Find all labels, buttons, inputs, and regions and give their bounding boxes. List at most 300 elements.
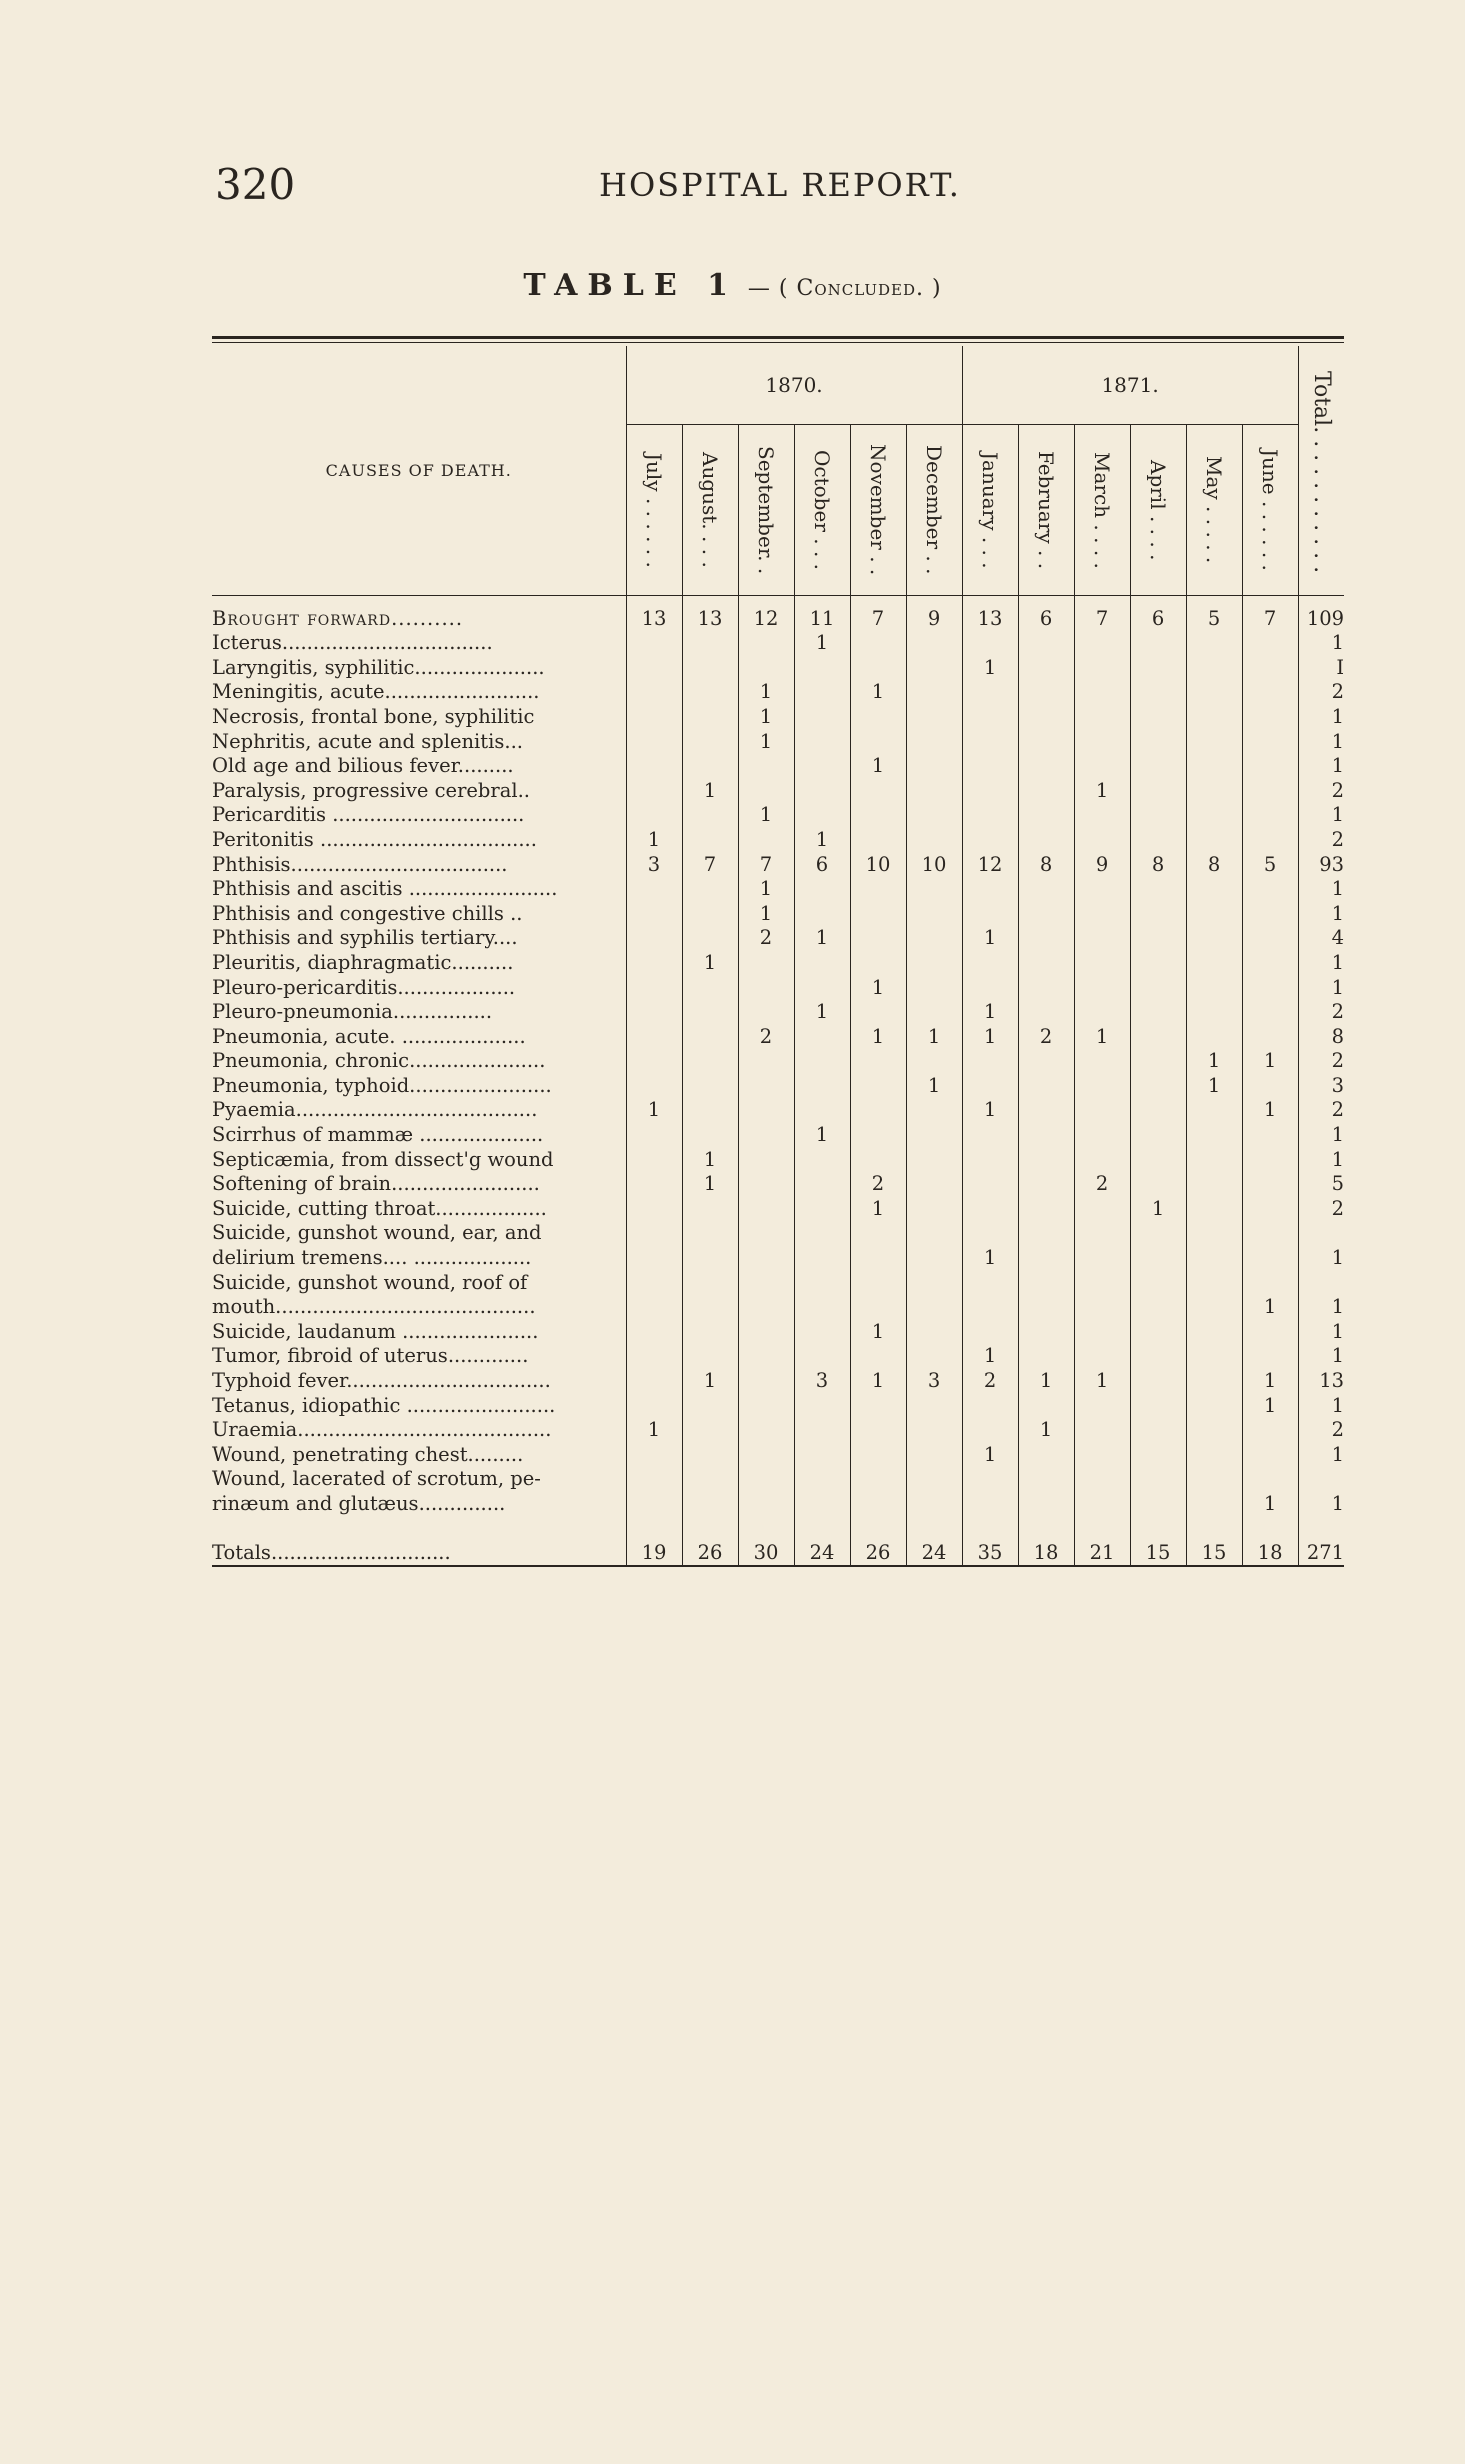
value-cell — [906, 803, 962, 828]
month-header-label: February . . — [1034, 450, 1059, 570]
value-cell — [682, 655, 738, 680]
value-cell: 1 — [850, 1024, 906, 1049]
month-header-label: July . . . . . . — [642, 452, 666, 568]
value-cell — [962, 1491, 1018, 1516]
value-cell — [1074, 1196, 1130, 1221]
cause-label: Suicide, laudanum ...................... — [212, 1319, 539, 1343]
value-cell — [1074, 1491, 1130, 1516]
value-cell — [1130, 1000, 1186, 1025]
month-header-label: November . . — [866, 444, 890, 576]
totals-row — [212, 1541, 1344, 1567]
value-cell: 1 — [1018, 1418, 1074, 1443]
value-cell — [906, 1270, 962, 1295]
value-cell: 1 — [626, 1098, 682, 1123]
value-cell — [1018, 803, 1074, 828]
value-cell: 7 — [1242, 596, 1298, 631]
row-total-cell: 3 — [1331, 1073, 1345, 1097]
value-cell — [1242, 655, 1298, 680]
spacer-cell — [682, 1516, 738, 1541]
spacer-cell — [1242, 1516, 1298, 1541]
value-cell — [850, 1491, 906, 1516]
cause-label: Peritonitis ................................... — [212, 827, 537, 851]
value-cell — [1242, 1000, 1298, 1025]
cause-cell — [212, 950, 626, 975]
spacer-cell — [794, 1516, 850, 1541]
cause-label: Suicide, cutting throat.................. — [212, 1196, 547, 1220]
value-cell — [682, 1122, 738, 1147]
value-cell — [1018, 1467, 1074, 1492]
value-cell — [626, 1172, 682, 1197]
value-cell — [1186, 1245, 1242, 1270]
value-cell — [626, 1319, 682, 1344]
value-cell — [1186, 1393, 1242, 1418]
cause-cell — [212, 975, 626, 1000]
value-cell — [906, 655, 962, 680]
value-cell — [682, 1196, 738, 1221]
value-cell: 1 — [962, 1442, 1018, 1467]
value-cell: 1 — [906, 1073, 962, 1098]
value-cell — [1130, 1442, 1186, 1467]
cause-cell — [212, 704, 626, 729]
value-cell — [682, 827, 738, 852]
value-cell — [1186, 729, 1242, 754]
value-cell: 1 — [962, 1098, 1018, 1123]
cause-cell — [212, 852, 626, 877]
value-cell — [1242, 1344, 1298, 1369]
value-cell — [906, 1442, 962, 1467]
value-cell — [1186, 975, 1242, 1000]
value-cell: 7 — [1074, 596, 1130, 631]
cause-label: Wound, penetrating chest......... — [212, 1442, 524, 1466]
value-cell — [738, 1098, 794, 1123]
value-cell: 2 — [738, 926, 794, 951]
total-header: Total. . . . . . . . . . . — [1298, 346, 1344, 596]
value-cell — [906, 1122, 962, 1147]
value-cell: 7 — [682, 852, 738, 877]
value-cell — [1130, 680, 1186, 705]
row-total-cell: 4 — [1331, 926, 1345, 950]
row-total-cell: 1 — [1331, 1393, 1345, 1417]
value-cell — [1242, 680, 1298, 705]
value-cell — [906, 1491, 962, 1516]
spacer-cell — [1186, 1516, 1242, 1541]
table-row — [212, 631, 1344, 656]
row-total-cell: 1 — [1331, 1295, 1345, 1319]
value-cell — [794, 1344, 850, 1369]
value-cell — [1242, 1172, 1298, 1197]
value-cell — [1074, 877, 1130, 902]
value-cell — [962, 1393, 1018, 1418]
value-cell — [850, 1073, 906, 1098]
cause-label: Tetanus, idiopathic ........................ — [212, 1393, 556, 1417]
row-total-cell: 2 — [1331, 1098, 1345, 1122]
value-cell — [906, 754, 962, 779]
value-cell — [626, 926, 682, 951]
value-cell — [1130, 1024, 1186, 1049]
value-cell — [794, 1491, 850, 1516]
value-cell — [1074, 1245, 1130, 1270]
cause-cell — [212, 754, 626, 779]
cause-cell — [212, 803, 626, 828]
table-row — [212, 1122, 1344, 1147]
page-number: 320 — [215, 160, 296, 209]
value-cell — [1074, 1442, 1130, 1467]
value-cell: 1 — [850, 754, 906, 779]
month-total-cell: 15 — [1186, 1541, 1242, 1567]
table-row — [212, 877, 1344, 902]
value-cell — [1018, 1172, 1074, 1197]
value-cell: 7 — [738, 852, 794, 877]
value-cell — [1242, 729, 1298, 754]
value-cell — [1242, 1319, 1298, 1344]
value-cell — [1018, 1000, 1074, 1025]
value-cell: 1 — [626, 827, 682, 852]
value-cell — [1186, 803, 1242, 828]
value-cell — [1074, 729, 1130, 754]
value-cell — [626, 950, 682, 975]
value-cell — [1074, 901, 1130, 926]
table-row — [212, 1368, 1344, 1393]
value-cell — [1130, 778, 1186, 803]
row-total-cell: 1 — [1331, 1442, 1345, 1466]
cause-cell — [212, 1393, 626, 1418]
table-row — [212, 729, 1344, 754]
value-cell — [1074, 704, 1130, 729]
value-cell — [1130, 1245, 1186, 1270]
spacer-cell — [1074, 1516, 1130, 1541]
value-cell — [794, 1245, 850, 1270]
value-cell: 8 — [1018, 852, 1074, 877]
value-cell — [1242, 901, 1298, 926]
value-cell — [1074, 1098, 1130, 1123]
month-total-cell: 15 — [1130, 1541, 1186, 1567]
value-cell — [626, 1442, 682, 1467]
cause-label: Pneumonia, acute. .................... — [212, 1024, 526, 1048]
value-cell — [738, 1172, 794, 1197]
value-cell — [1186, 950, 1242, 975]
value-cell — [906, 901, 962, 926]
value-cell — [794, 1172, 850, 1197]
value-cell — [1186, 1172, 1242, 1197]
cause-label: Paralysis, progressive cerebral.. — [212, 778, 530, 802]
row-total-cell: 1 — [1331, 975, 1345, 999]
value-cell — [1018, 631, 1074, 656]
value-cell — [1074, 1418, 1130, 1443]
value-cell — [1130, 1147, 1186, 1172]
value-cell — [682, 1221, 738, 1246]
value-cell: 1 — [1074, 1024, 1130, 1049]
value-cell — [906, 1221, 962, 1246]
value-cell — [850, 778, 906, 803]
value-cell — [794, 655, 850, 680]
value-cell: 1 — [1242, 1098, 1298, 1123]
value-cell: 8 — [1130, 852, 1186, 877]
value-cell: 1 — [738, 704, 794, 729]
value-cell — [962, 975, 1018, 1000]
value-cell — [626, 1368, 682, 1393]
value-cell — [1186, 704, 1242, 729]
value-cell — [906, 729, 962, 754]
value-cell: 12 — [962, 852, 1018, 877]
cause-label: Septicæmia, from dissect'g wound — [212, 1147, 554, 1171]
value-cell: 1 — [682, 1172, 738, 1197]
row-total-cell: 93 — [1319, 852, 1345, 876]
value-cell — [850, 827, 906, 852]
value-cell — [850, 926, 906, 951]
value-cell — [1130, 1491, 1186, 1516]
value-cell — [962, 1196, 1018, 1221]
value-cell: 13 — [626, 596, 682, 631]
value-cell — [738, 1295, 794, 1320]
value-cell — [1242, 950, 1298, 975]
value-cell: 1 — [962, 655, 1018, 680]
value-cell — [794, 680, 850, 705]
table-row — [212, 1221, 1344, 1246]
value-cell: 1 — [794, 827, 850, 852]
value-cell — [794, 754, 850, 779]
value-cell — [738, 1245, 794, 1270]
value-cell: 1 — [962, 1000, 1018, 1025]
value-cell — [738, 1442, 794, 1467]
cause-label: Phthisis and congestive chills .. — [212, 901, 523, 925]
value-cell — [1130, 1172, 1186, 1197]
mortality-table — [212, 346, 1344, 1567]
value-cell: 2 — [1074, 1172, 1130, 1197]
value-cell — [1130, 631, 1186, 656]
value-cell — [626, 655, 682, 680]
value-cell — [794, 1098, 850, 1123]
value-cell — [682, 1049, 738, 1074]
value-cell — [1074, 1344, 1130, 1369]
cause-cell — [212, 877, 626, 902]
value-cell — [626, 1221, 682, 1246]
value-cell — [682, 1442, 738, 1467]
value-cell — [850, 1295, 906, 1320]
value-cell — [794, 1221, 850, 1246]
value-cell — [1186, 754, 1242, 779]
value-cell — [906, 1295, 962, 1320]
value-cell — [962, 1295, 1018, 1320]
value-cell — [1130, 1295, 1186, 1320]
value-cell: 1 — [850, 680, 906, 705]
value-cell — [794, 803, 850, 828]
table-title — [0, 268, 1465, 303]
value-cell: 2 — [850, 1172, 906, 1197]
value-cell — [738, 1270, 794, 1295]
value-cell — [738, 1221, 794, 1246]
value-cell — [626, 1245, 682, 1270]
cause-cell — [212, 1147, 626, 1172]
value-cell — [906, 778, 962, 803]
row-total-cell — [1298, 1270, 1344, 1295]
top-rule-thick — [212, 336, 1344, 339]
value-cell — [850, 950, 906, 975]
cause-label: Pyaemia....................................... — [212, 1098, 538, 1122]
value-cell — [1074, 1000, 1130, 1025]
value-cell — [794, 1467, 850, 1492]
value-cell: 13 — [962, 596, 1018, 631]
value-cell — [1186, 1270, 1242, 1295]
value-cell — [682, 1344, 738, 1369]
table-row — [212, 1295, 1344, 1320]
month-header — [682, 425, 738, 596]
month-header — [962, 425, 1018, 596]
value-cell — [682, 680, 738, 705]
value-cell — [1186, 1098, 1242, 1123]
value-cell — [1242, 1196, 1298, 1221]
month-header — [1018, 425, 1074, 596]
cause-cell — [212, 1000, 626, 1025]
value-cell — [1186, 680, 1242, 705]
value-cell — [906, 1467, 962, 1492]
value-cell — [962, 1073, 1018, 1098]
value-cell — [850, 1467, 906, 1492]
value-cell — [738, 631, 794, 656]
causes-header: CAUSES OF DEATH. — [212, 346, 626, 596]
month-header-label: June . . . . . . — [1258, 449, 1283, 571]
value-cell — [1018, 1196, 1074, 1221]
value-cell — [962, 1221, 1018, 1246]
value-cell: 9 — [1074, 852, 1130, 877]
value-cell — [962, 1418, 1018, 1443]
value-cell — [738, 1073, 794, 1098]
value-cell — [1186, 1024, 1242, 1049]
value-cell — [1130, 1049, 1186, 1074]
value-cell — [906, 1049, 962, 1074]
cause-label: Softening of brain........................ — [212, 1172, 540, 1196]
value-cell — [850, 803, 906, 828]
value-cell — [626, 1196, 682, 1221]
value-cell — [1074, 1221, 1130, 1246]
value-cell — [962, 1049, 1018, 1074]
value-cell — [1130, 1073, 1186, 1098]
value-cell: 10 — [850, 852, 906, 877]
value-cell — [850, 729, 906, 754]
value-cell: 1 — [1018, 1368, 1074, 1393]
month-total-cell: 18 — [1242, 1541, 1298, 1567]
cause-label: Old age and bilious fever......... — [212, 754, 514, 778]
value-cell: 6 — [1018, 596, 1074, 631]
value-cell — [1074, 1122, 1130, 1147]
table-row — [212, 655, 1344, 680]
value-cell — [626, 1491, 682, 1516]
value-cell — [1018, 877, 1074, 902]
value-cell — [1018, 975, 1074, 1000]
value-cell — [738, 1147, 794, 1172]
spacer-cell — [962, 1516, 1018, 1541]
row-total-cell: 1 — [1331, 950, 1345, 974]
value-cell: 8 — [1186, 852, 1242, 877]
value-cell — [1242, 631, 1298, 656]
value-cell — [1074, 1393, 1130, 1418]
value-cell — [626, 901, 682, 926]
value-cell — [1018, 729, 1074, 754]
value-cell — [682, 1393, 738, 1418]
value-cell — [962, 1147, 1018, 1172]
value-cell — [794, 901, 850, 926]
value-cell — [1074, 803, 1130, 828]
value-cell: 1 — [1242, 1295, 1298, 1320]
value-cell — [906, 926, 962, 951]
value-cell — [1242, 926, 1298, 951]
cause-label: Pleuro-pneumonia................ — [212, 1000, 493, 1024]
value-cell — [626, 1270, 682, 1295]
cause-label: Laryngitis, syphilitic..................... — [212, 655, 545, 679]
cause-cell — [212, 1270, 626, 1295]
value-cell — [738, 827, 794, 852]
value-cell — [626, 1073, 682, 1098]
value-cell — [738, 975, 794, 1000]
value-cell — [682, 901, 738, 926]
value-cell: 5 — [1186, 596, 1242, 631]
cause-cell — [212, 729, 626, 754]
value-cell — [1018, 754, 1074, 779]
value-cell: 12 — [738, 596, 794, 631]
value-cell — [682, 1295, 738, 1320]
value-cell: 1 — [794, 926, 850, 951]
value-cell — [1186, 1368, 1242, 1393]
cause-cell — [212, 596, 626, 631]
totals-label: Totals............................. — [212, 1541, 626, 1567]
value-cell — [1018, 1049, 1074, 1074]
value-cell — [850, 1122, 906, 1147]
value-cell — [794, 1049, 850, 1074]
month-header-label: September. . — [754, 445, 778, 575]
value-cell — [1018, 1442, 1074, 1467]
value-cell — [1018, 655, 1074, 680]
spacer-cell — [738, 1516, 794, 1541]
value-cell — [794, 1418, 850, 1443]
value-cell — [850, 1049, 906, 1074]
value-cell — [1242, 778, 1298, 803]
value-cell — [850, 1000, 906, 1025]
cause-cell — [212, 1491, 626, 1516]
cause-cell — [212, 1073, 626, 1098]
value-cell — [1130, 754, 1186, 779]
value-cell — [794, 1393, 850, 1418]
value-cell — [1130, 1270, 1186, 1295]
cause-cell — [212, 1319, 626, 1344]
table-row — [212, 852, 1344, 877]
value-cell — [1074, 1319, 1130, 1344]
table-row — [212, 950, 1344, 975]
page-header — [215, 160, 1345, 210]
month-total-cell: 26 — [682, 1541, 738, 1567]
value-cell — [906, 1098, 962, 1123]
value-cell — [738, 1000, 794, 1025]
cause-label: mouth.......................................... — [212, 1295, 536, 1319]
value-cell — [626, 631, 682, 656]
value-cell — [1242, 754, 1298, 779]
value-cell — [1074, 655, 1130, 680]
spacer-cell — [212, 1516, 626, 1541]
value-cell — [1018, 1270, 1074, 1295]
table-row — [212, 1172, 1344, 1197]
value-cell — [738, 1393, 794, 1418]
value-cell: 13 — [682, 596, 738, 631]
value-cell: 1 — [794, 1000, 850, 1025]
row-total-cell: 1 — [1331, 803, 1345, 827]
cause-cell — [212, 1049, 626, 1074]
cause-cell — [212, 778, 626, 803]
value-cell — [626, 704, 682, 729]
value-cell — [1074, 950, 1130, 975]
row-total-cell: 1 — [1331, 631, 1345, 655]
table-row — [212, 1073, 1344, 1098]
value-cell — [1242, 975, 1298, 1000]
row-total-cell: 2 — [1331, 1000, 1345, 1024]
value-cell — [962, 1467, 1018, 1492]
